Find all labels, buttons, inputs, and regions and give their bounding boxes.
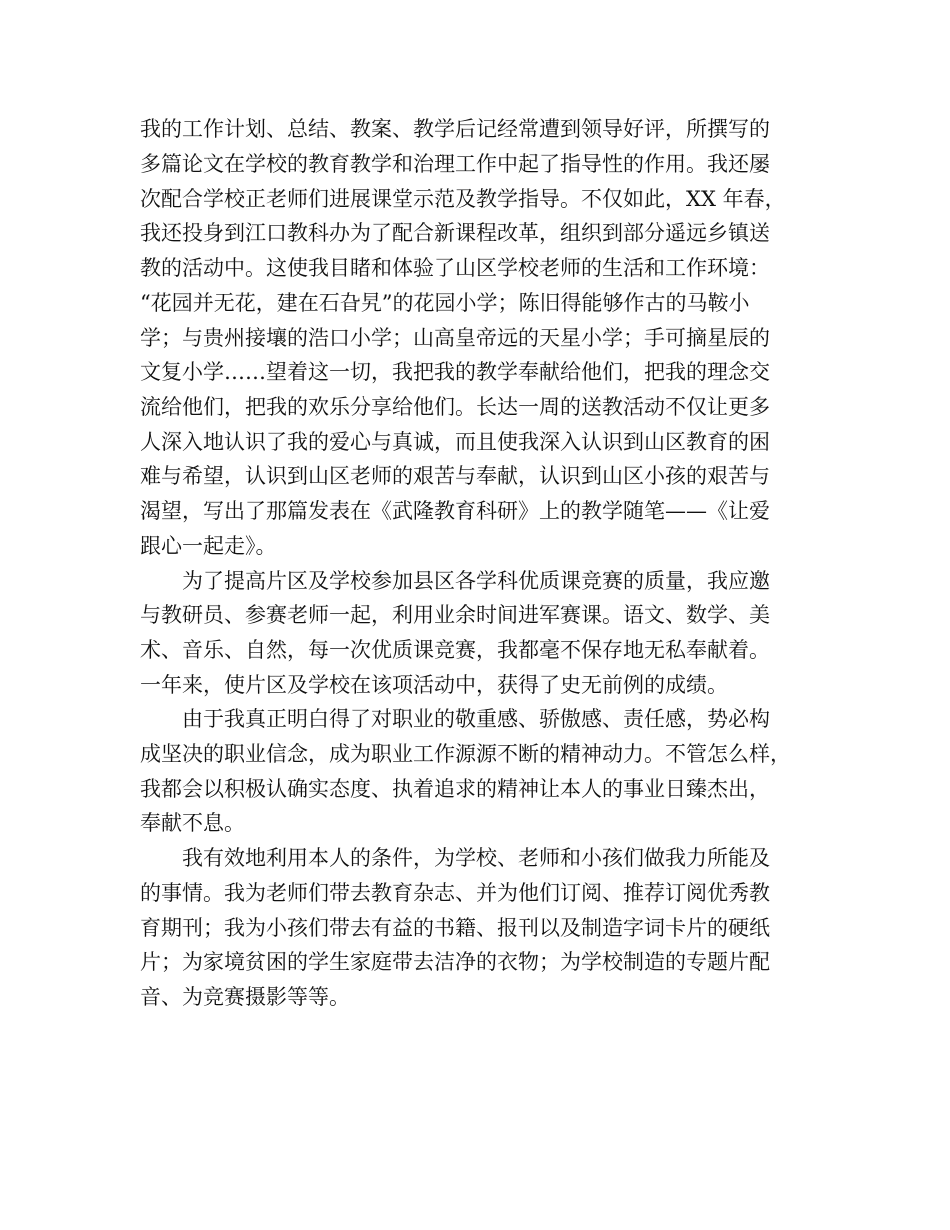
text-line: 奉献不息。 — [140, 811, 245, 835]
text-line: 跟心一起走》。 — [140, 534, 277, 558]
text-line: 由于我真正明白得了对职业的敬重感、骄傲感、责任感，势必构 — [182, 707, 770, 731]
text-line: 我有效地利用本人的条件，为学校、老师和小孩们做我力所能及 — [182, 846, 770, 870]
text-line: 我还投身到江口教科办为了配合新课程改革，组织到部分遥远乡镇送 — [140, 221, 770, 245]
text-line: 文复小学……望着这一切，我把我的教学奉献给他们，把我的理念交 — [140, 360, 770, 384]
text-line: 的事情。我为老师们带去教育杂志、并为他们订阅、推荐订阅优秀教 — [140, 881, 770, 905]
text-line: 术、音乐、自然，每一次优质课竞赛，我都毫不保存地无私奉献着。 — [140, 638, 770, 662]
text-line: 难与希望，认识到山区老师的艰苦与奉献，认识到山区小孩的艰苦与 — [140, 464, 770, 488]
text-line: 多篇论文在学校的教育教学和治理工作中起了指导性的作用。我还屡 — [140, 152, 770, 176]
text-line: 我都会以积极认确实态度、执着追求的精神让本人的事业日臻杰出， — [140, 777, 770, 801]
text-line: 我的工作计划、总结、教案、教学后记经常遭到领导好评，所撰写的 — [140, 117, 770, 141]
text-line: 一年来，使片区及学校在该项活动中，获得了史无前例的成绩。 — [140, 673, 728, 697]
text-line: 育期刊；我为小孩们带去有益的书籍、报刊以及制造字词卡片的硬纸 — [140, 916, 770, 940]
text-line: 教的活动中。这使我目睹和体验了山区学校老师的生活和工作环境： — [140, 256, 770, 280]
text-line: 渴望，写出了那篇发表在《武隆教育科研》上的教学随笔——《让爱 — [140, 499, 770, 523]
text-line: 音、为竞赛摄影等等。 — [140, 985, 350, 1009]
text-line: 片；为家境贫困的学生家庭带去洁净的衣物；为学校制造的专题片配 — [140, 950, 770, 974]
text-line: 人深入地认识了我的爱心与真诚，而且使我深入认识到山区教育的困 — [140, 430, 770, 454]
text-line: 学；与贵州接壤的浩口小学；山高皇帝远的天星小学；手可摘星辰的 — [140, 326, 770, 350]
text-line: 流给他们，把我的欢乐分享给他们。长达一周的送教活动不仅让更多 — [140, 395, 770, 419]
text-line: 为了提高片区及学校参加县区各学科优质课竞赛的质量，我应邀 — [182, 569, 770, 593]
text-line: 次配合学校正老师们进展课堂示范及教学指导。不仅如此，XX 年春， — [140, 187, 786, 211]
text-line: “花园并无花，建在石旮旯”的花园小学；陈旧得能够作古的马鞍小 — [140, 291, 750, 315]
text-line: 成坚决的职业信念，成为职业工作源源不断的精神动力。不管怎么样， — [140, 742, 791, 766]
text-line: 与教研员、参赛老师一起，利用业余时间进军赛课。语文、数学、美 — [140, 603, 770, 627]
